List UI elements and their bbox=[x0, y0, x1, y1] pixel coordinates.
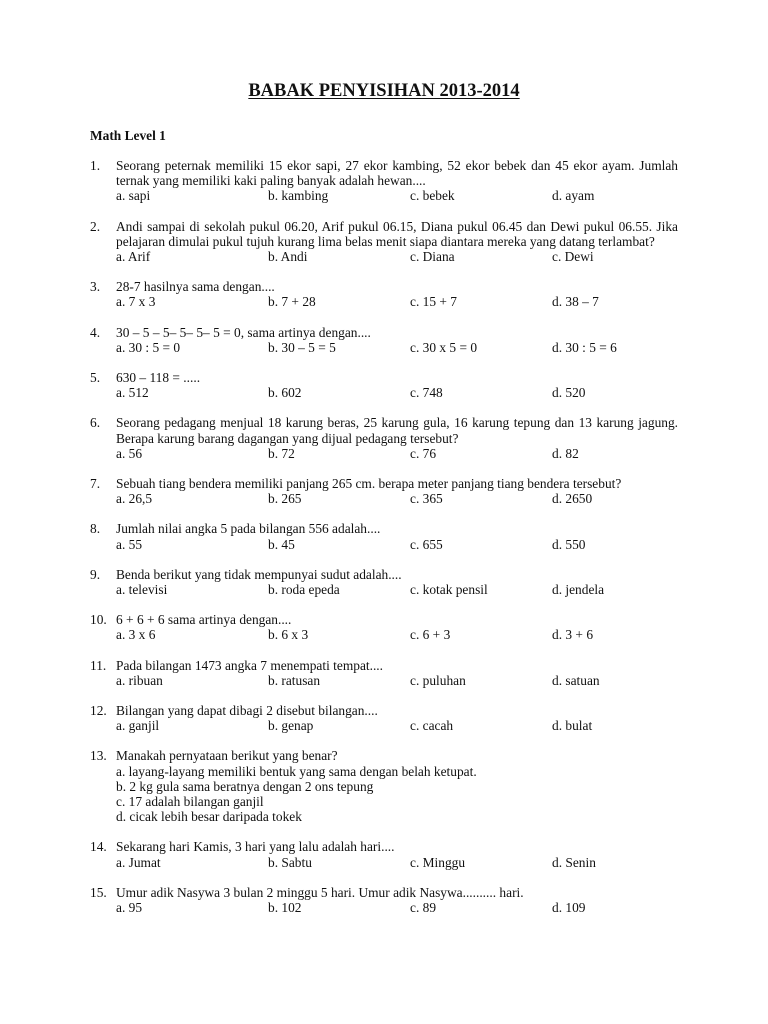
question-number: 3. bbox=[90, 279, 101, 295]
question-number: 14. bbox=[90, 839, 107, 855]
question-number: 5. bbox=[90, 369, 101, 385]
question-text: Andi sampai di sekolah pukul 06.20, Arif pukul 06.15, Diana pukul 06.45 dan Dewi pukul 06.55. Jika pelajaran dimulai pukul tujuh kurang lima belas menit siapa diantara mereka yang datang terlambat? bbox=[116, 218, 678, 249]
answer-option-b: b. 265 bbox=[268, 491, 302, 507]
question-item bbox=[0, 415, 678, 461]
answer-options bbox=[116, 718, 678, 733]
answer-options bbox=[116, 582, 678, 597]
answer-option-a: a. ribuan bbox=[116, 672, 163, 688]
question-item bbox=[0, 567, 678, 597]
question-text: 630 – 118 = ..... bbox=[116, 369, 201, 385]
page-title: BABAK PENYISIHAN 2013-2014 bbox=[248, 81, 520, 101]
answer-options bbox=[116, 249, 678, 264]
answer-option-d: d. 520 bbox=[552, 385, 586, 401]
answer-option-c: c. 89 bbox=[410, 899, 437, 915]
question-item bbox=[0, 370, 678, 400]
answer-option-b: b. 6 x 3 bbox=[268, 627, 309, 643]
question-text: 30 – 5 – 5– 5– 5– 5 = 0, sama artinya dengan.... bbox=[116, 324, 371, 340]
answer-options bbox=[116, 855, 678, 870]
answer-option-a: a. 3 x 6 bbox=[116, 627, 156, 643]
answer-option-a: a. 95 bbox=[116, 899, 143, 915]
answer-option-b: b. 45 bbox=[268, 536, 295, 552]
question-item bbox=[0, 885, 678, 915]
question-item bbox=[0, 279, 678, 309]
answer-option-c: c. 748 bbox=[410, 385, 443, 401]
answer-option-c: c. puluhan bbox=[410, 672, 466, 688]
question-text: Pada bilangan 1473 angka 7 menempati tempat.... bbox=[116, 657, 383, 673]
answer-option-b: b. 30 – 5 = 5 bbox=[268, 339, 336, 355]
answer-option-b: b. 602 bbox=[268, 385, 302, 401]
answer-options bbox=[116, 627, 678, 642]
answer-option-c: c. Diana bbox=[410, 249, 455, 264]
question-text: Umur adik Nasywa 3 bulan 2 minggu 5 hari. Umur adik Nasywa.......... hari. bbox=[116, 884, 524, 900]
question-item bbox=[0, 748, 678, 824]
answer-options bbox=[116, 446, 678, 461]
answer-options bbox=[116, 340, 678, 355]
answer-option-a: a. ganjil bbox=[116, 718, 160, 734]
question-text: 28-7 hasilnya sama dengan.... bbox=[116, 279, 275, 295]
question-text: Benda berikut yang tidak mempunyai sudut adalah.... bbox=[116, 566, 402, 582]
answer-option-a: a. Arif bbox=[116, 249, 151, 264]
question-item bbox=[0, 612, 678, 642]
answer-option-d: d. 38 – 7 bbox=[552, 294, 599, 310]
answer-option-c: c. 76 bbox=[410, 445, 437, 461]
question-item bbox=[0, 839, 678, 869]
question-text: Manakah pernyataan berikut yang benar? bbox=[116, 748, 338, 764]
question-text: Sekarang hari Kamis, 3 hari yang lalu adalah hari.... bbox=[116, 839, 395, 855]
answer-option-d: d. satuan bbox=[552, 672, 600, 688]
answer-option-a: a. 512 bbox=[116, 385, 149, 401]
answer-option-a: a. Jumat bbox=[116, 854, 161, 870]
question-number: 12. bbox=[90, 702, 107, 718]
answer-option-d: d. 3 + 6 bbox=[552, 627, 594, 643]
answer-option-b: b. ratusan bbox=[268, 672, 321, 688]
question-number: 7. bbox=[90, 475, 101, 491]
answer-option-c: c. 30 x 5 = 0 bbox=[410, 339, 478, 355]
answer-option-b: b. 2 kg gula sama beratnya dengan 2 ons tepung bbox=[116, 778, 374, 794]
answer-option-a: a. 55 bbox=[116, 536, 143, 552]
question-number: 2. bbox=[90, 218, 101, 234]
question-text: Bilangan yang dapat dibagi 2 disebut bilangan.... bbox=[116, 702, 378, 718]
section-subtitle: Math Level 1 bbox=[90, 128, 166, 143]
answer-option-c: c. Minggu bbox=[410, 854, 466, 870]
answer-options bbox=[116, 188, 678, 203]
question-number: 11. bbox=[90, 657, 107, 673]
answer-option-c: c. cacah bbox=[410, 718, 454, 734]
answer-option-c: c. 655 bbox=[410, 536, 443, 552]
question-item bbox=[0, 219, 678, 265]
question-number: 9. bbox=[90, 566, 101, 582]
question-item bbox=[0, 476, 678, 506]
answer-options bbox=[116, 673, 678, 688]
answer-option-c: c. kotak pensil bbox=[410, 581, 488, 597]
answer-option-d: c. Dewi bbox=[552, 249, 594, 264]
answer-option-d: d. 30 : 5 = 6 bbox=[552, 339, 617, 355]
question-number: 4. bbox=[90, 324, 101, 340]
question-list bbox=[0, 158, 768, 915]
answer-option-d: d. Senin bbox=[552, 854, 596, 870]
answer-options bbox=[116, 294, 678, 309]
answer-option-c: c. bebek bbox=[410, 188, 455, 204]
answer-option-d: d. bulat bbox=[552, 718, 593, 734]
answer-options bbox=[116, 900, 678, 915]
question-text: 6 + 6 + 6 sama artinya dengan.... bbox=[116, 612, 292, 628]
question-number: 15. bbox=[90, 884, 107, 900]
answer-option-b: b. 7 + 28 bbox=[268, 294, 316, 310]
answer-option-a: a. layang-layang memiliki bentuk yang sama dengan belah ketupat. bbox=[116, 763, 477, 779]
question-item bbox=[0, 521, 678, 551]
answer-option-a: a. televisi bbox=[116, 581, 168, 597]
answer-option-d: d. 2650 bbox=[552, 491, 593, 507]
question-text: Sebuah tiang bendera memiliki panjang 265 cm. berapa meter panjang tiang bendera tersebut? bbox=[116, 475, 622, 491]
question-text: Jumlah nilai angka 5 pada bilangan 556 adalah.... bbox=[116, 521, 381, 537]
question-item bbox=[0, 658, 678, 688]
answer-option-d: d. 82 bbox=[552, 445, 579, 461]
answer-option-a: a. 56 bbox=[116, 445, 143, 461]
answer-option-b: b. roda epeda bbox=[268, 581, 340, 597]
answer-option-b: b. 102 bbox=[268, 899, 302, 915]
answer-option-b: b. Andi bbox=[268, 249, 308, 264]
question-item bbox=[0, 158, 678, 204]
question-number: 8. bbox=[90, 521, 101, 537]
answer-option-c: c. 365 bbox=[410, 491, 443, 507]
answer-option-c: c. 6 + 3 bbox=[410, 627, 451, 643]
answer-options bbox=[116, 537, 678, 552]
answer-option-a: a. 7 x 3 bbox=[116, 294, 156, 310]
question-item bbox=[0, 703, 678, 733]
question-number: 6. bbox=[90, 415, 101, 431]
question-text: Seorang pedagang menjual 18 karung beras, 25 karung gula, 16 karung tepung dan 13 karung jagung. Berapa karung barang dagangan yang dijual pedagang tersebut? bbox=[116, 415, 678, 446]
answer-option-d: d. cicak lebih besar daripada tokek bbox=[116, 809, 302, 825]
answer-option-b: b. kambing bbox=[268, 188, 329, 204]
answer-option-b: b. Sabtu bbox=[268, 854, 312, 870]
answer-option-d: d. 109 bbox=[552, 899, 586, 915]
question-number: 1. bbox=[90, 158, 101, 173]
answer-option-d: d. ayam bbox=[552, 188, 595, 204]
answer-options bbox=[116, 491, 678, 506]
answer-option-c: c. 17 adalah bilangan ganjil bbox=[116, 793, 264, 809]
answer-option-a: a. 26,5 bbox=[116, 491, 153, 507]
answer-option-a: a. 30 : 5 = 0 bbox=[116, 339, 181, 355]
answer-option-d: d. 550 bbox=[552, 536, 586, 552]
question-item bbox=[0, 325, 678, 355]
answer-option-d: d. jendela bbox=[552, 581, 605, 597]
question-number: 10. bbox=[90, 612, 107, 628]
question-text: Seorang peternak memiliki 15 ekor sapi, 27 ekor kambing, 52 ekor bebek dan 45 ekor ayam. Jumlah ternak yang memiliki kaki paling banyak adalah hewan.... bbox=[116, 158, 678, 189]
answer-option-b: b. genap bbox=[268, 718, 314, 734]
question-number: 13. bbox=[90, 748, 107, 764]
answer-options bbox=[116, 385, 678, 400]
answer-option-b: b. 72 bbox=[268, 445, 295, 461]
answer-option-c: c. 15 + 7 bbox=[410, 294, 457, 310]
answer-option-a: a. sapi bbox=[116, 188, 151, 204]
